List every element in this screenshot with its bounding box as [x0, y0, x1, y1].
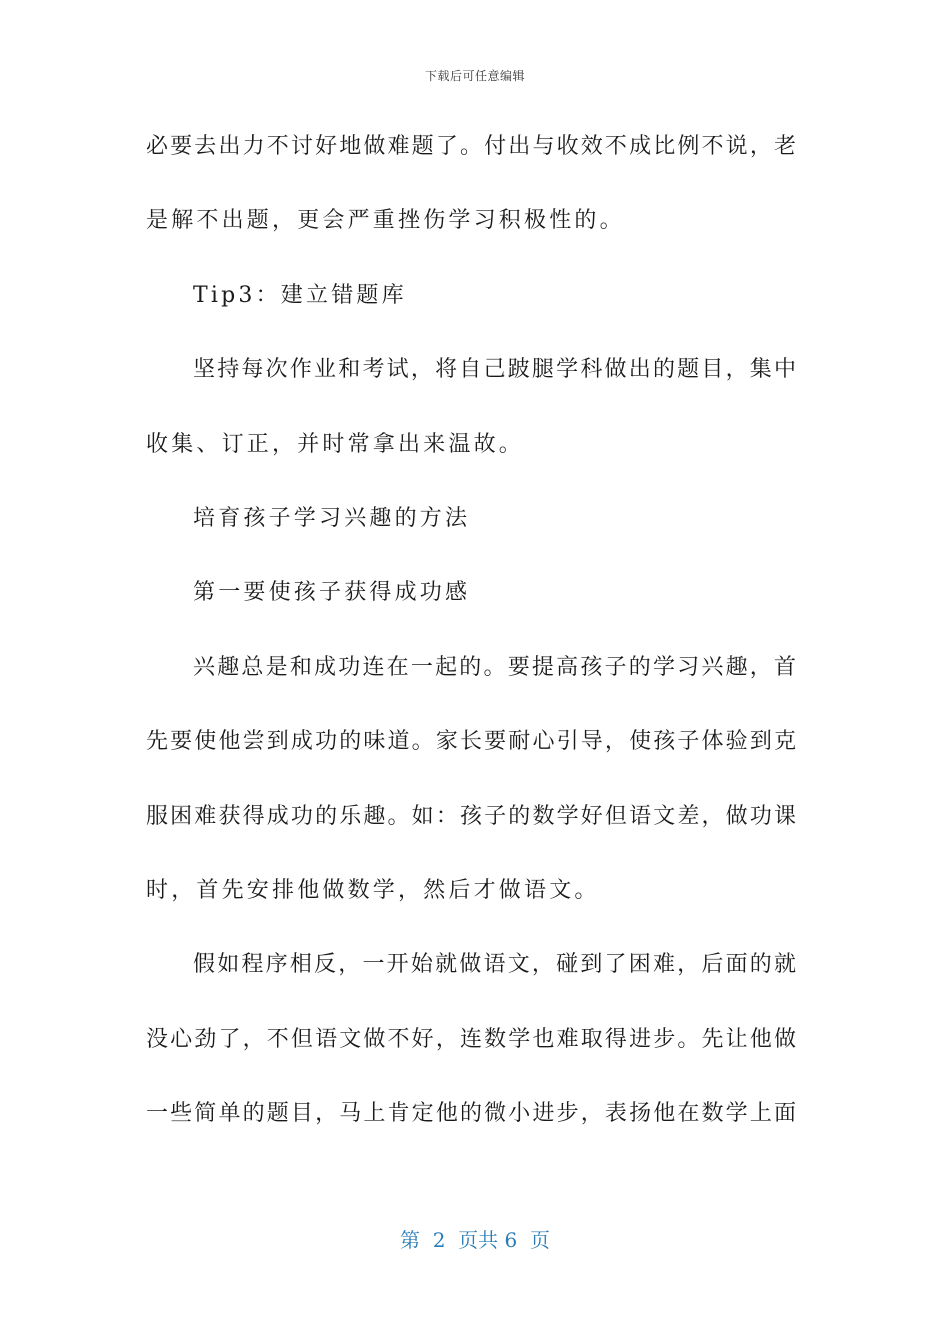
text-line-8: 兴趣总是和成功连在一起的。要提高孩子的学习兴趣，首: [193, 654, 796, 680]
text-line-9: 先要使他尝到成功的味道。家长要耐心引导，使孩子体验到克: [146, 729, 796, 755]
text-line-11: 时，首先安排他做数学，然后才做语文。: [146, 877, 600, 903]
section-heading-methods: 培育孩子学习兴趣的方法: [193, 505, 471, 531]
text-line-12: 假如程序相反，一开始就做语文，碰到了困难，后面的就: [193, 952, 796, 978]
page-number-footer: 第 2 页共 6 页: [400, 1228, 550, 1252]
text-line-14: 一些简单的题目，马上肯定他的微小进步，表扬他在数学上面: [146, 1101, 796, 1127]
text-line-2: 是解不出题，更会严重挫伤学习积极性的。: [146, 208, 625, 234]
document-body: [146, 124, 796, 1165]
header-note: 下载后可任意编辑: [424, 69, 525, 83]
sub-heading-success: 第一要使孩子获得成功感: [193, 580, 471, 606]
section-heading-tip3: Tip3：建立错题库: [193, 282, 407, 308]
text-line-4: 坚持每次作业和考试，将自己跛腿学科做出的题目，集中: [193, 357, 796, 383]
text-line-1: 必要去出力不讨好地做难题了。付出与收效不成比例不说，老: [146, 134, 796, 159]
text-line-5: 收集、订正，并时常拿出来温故。: [146, 431, 525, 457]
text-line-10: 服困难获得成功的乐趣。如：孩子的数学好但语文差，做功课: [146, 803, 796, 829]
text-line-13: 没心劲了，不但语文做不好，连数学也难取得进步。先让他做: [146, 1026, 796, 1052]
